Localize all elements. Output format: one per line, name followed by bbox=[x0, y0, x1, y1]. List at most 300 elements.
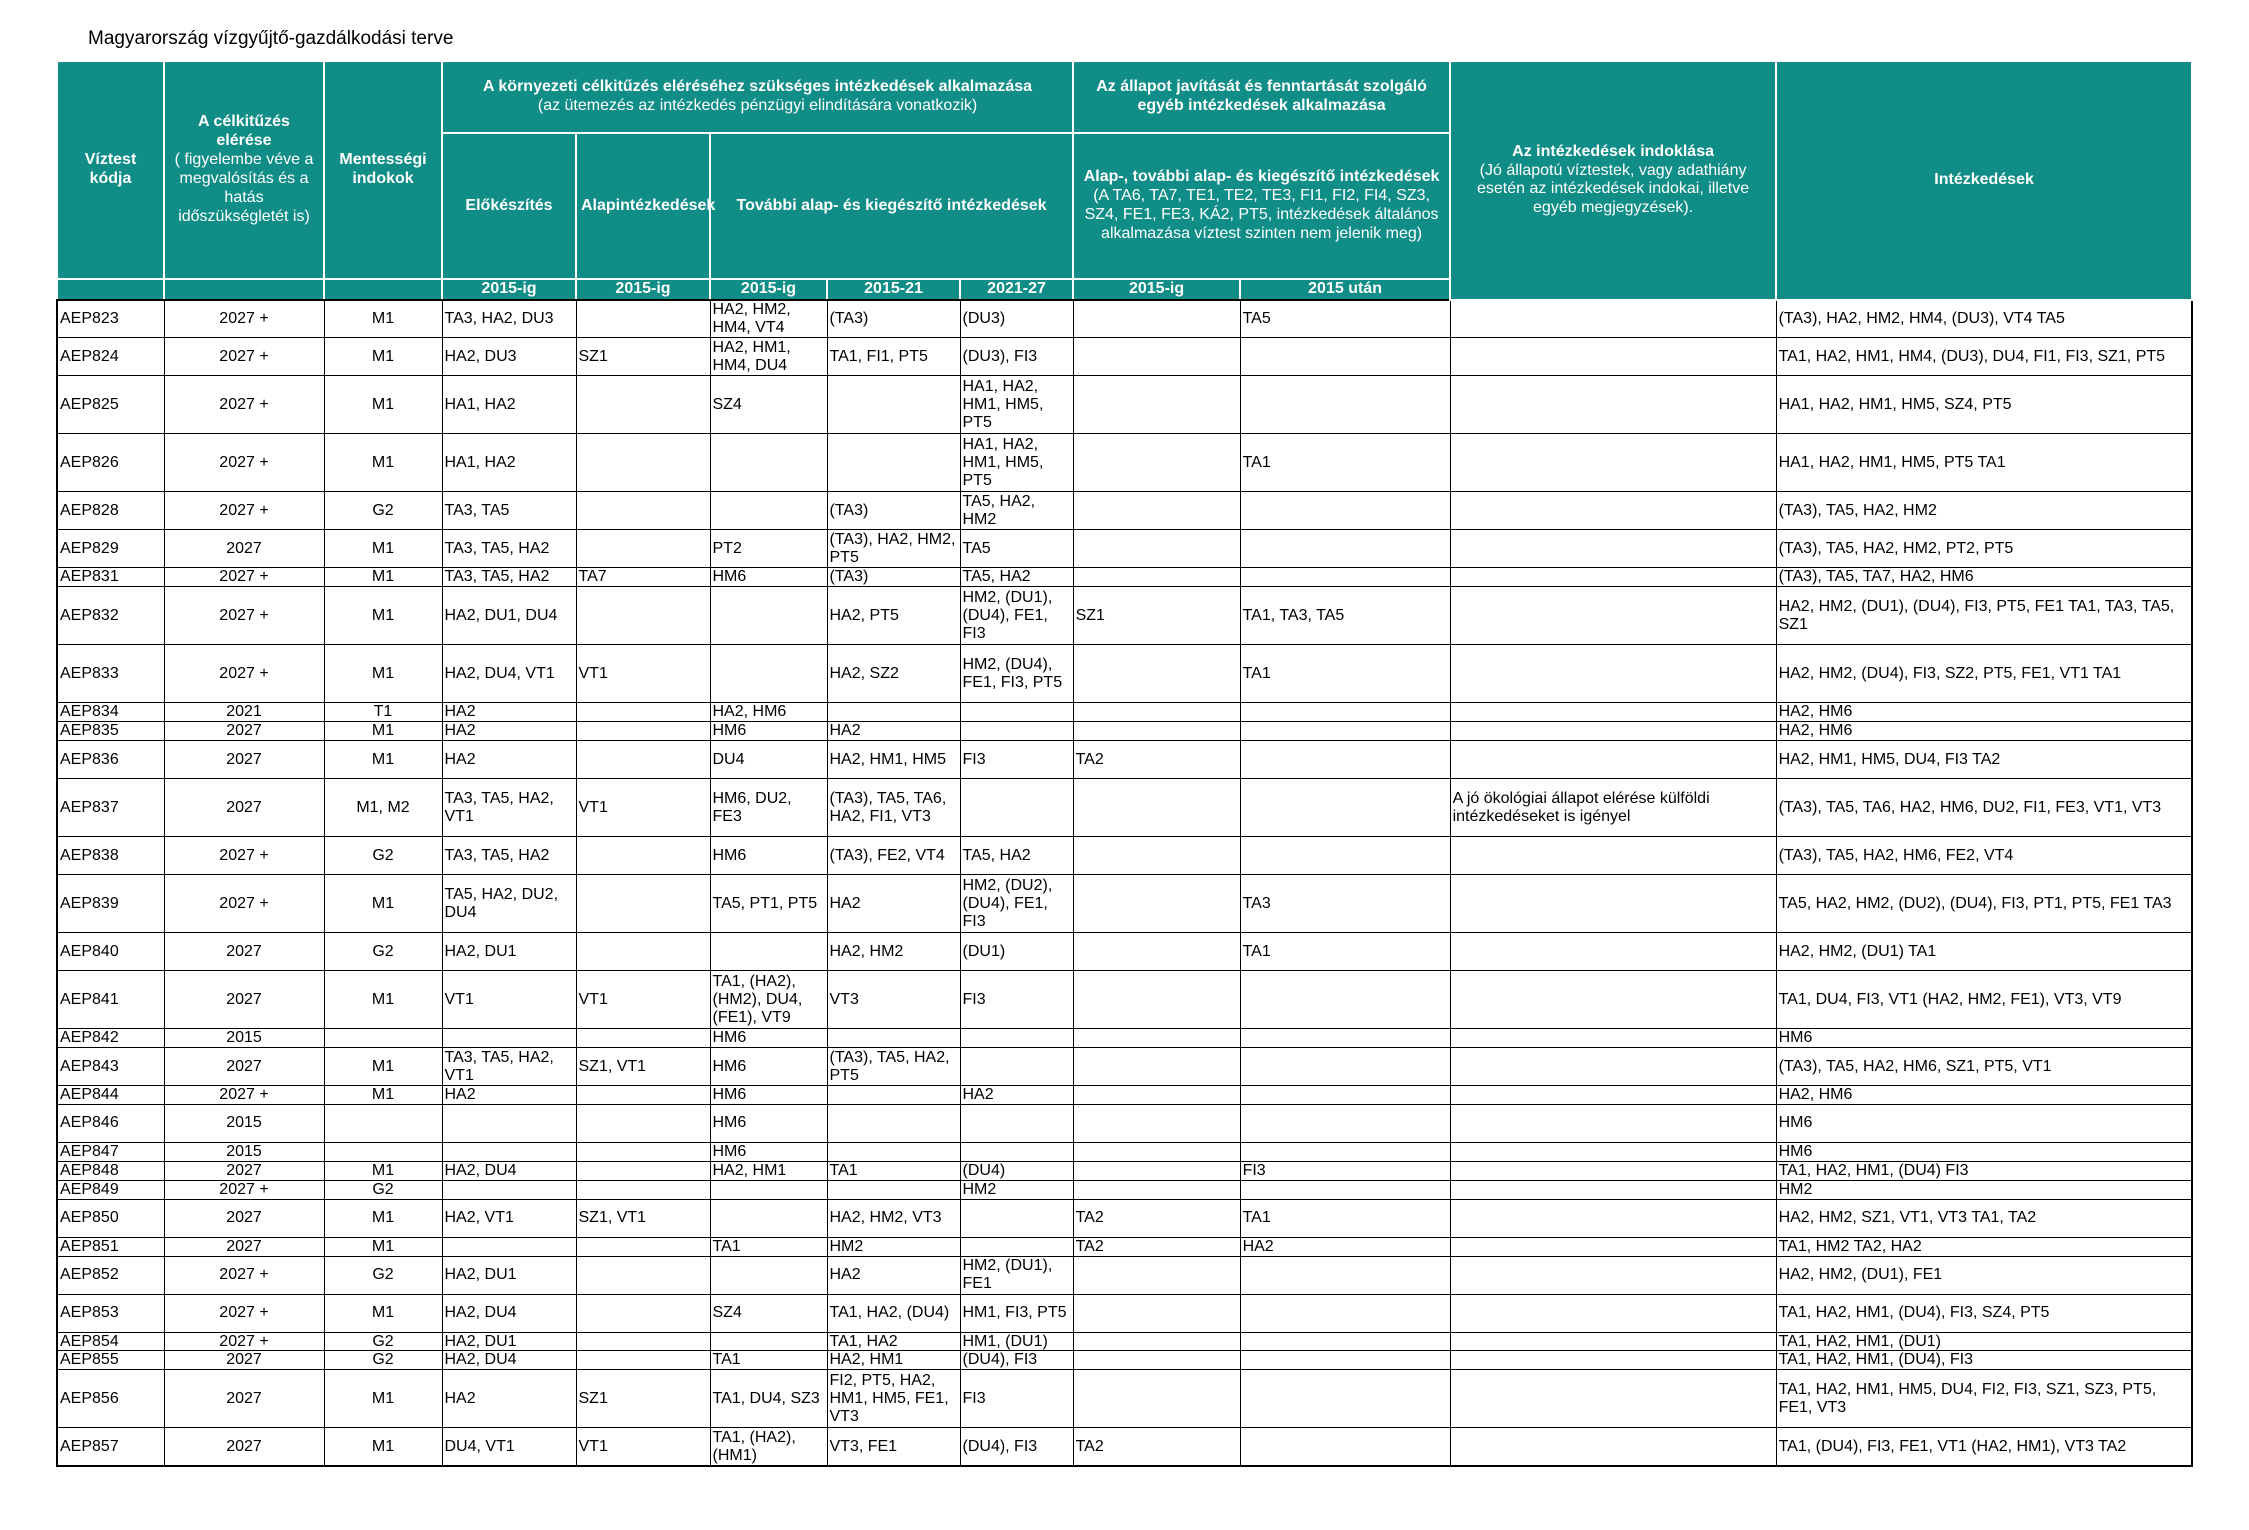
cell-measures: (TA3), TA5, TA7, HA2, HM6 bbox=[1776, 568, 2192, 587]
cell-other-after-2015 bbox=[1240, 837, 1450, 875]
cell-justification bbox=[1450, 933, 1776, 971]
cell-other-after-2015 bbox=[1240, 1351, 1450, 1370]
cell-further-2015: HA2, HM1, HM4, DU4 bbox=[710, 338, 827, 376]
table-row bbox=[57, 1294, 2192, 1332]
cell-further-2021-27: HM1, FI3, PT5 bbox=[960, 1294, 1073, 1332]
cell-justification bbox=[1450, 1351, 1776, 1370]
cell-code: AEP856 bbox=[57, 1370, 164, 1428]
cell-code: AEP844 bbox=[57, 1086, 164, 1105]
cell-justification bbox=[1450, 1294, 1776, 1332]
cell-code: AEP843 bbox=[57, 1048, 164, 1086]
cell-further-2021-27: TA5, HA2 bbox=[960, 568, 1073, 587]
header-prep: Előkészítés bbox=[442, 133, 576, 279]
header-goal bbox=[164, 61, 324, 279]
cell-code: AEP835 bbox=[57, 722, 164, 741]
cell-further-2015-21: (TA3) bbox=[827, 492, 960, 530]
cell-basic bbox=[576, 1351, 710, 1370]
cell-other-after-2015 bbox=[1240, 530, 1450, 568]
cell-other-after-2015 bbox=[1240, 1256, 1450, 1294]
cell-code: AEP855 bbox=[57, 1351, 164, 1370]
cell-further-2015: HM6 bbox=[710, 1086, 827, 1105]
header-other-sub-note: (A TA6, TA7, TE1, TE2, TE3, FI1, FI2, FI4, SZ3, SZ4, FE1, FE3, KÁ2, PT5, intézkedések általános alkalmazása víztest szinten nem jelenik meg) bbox=[1084, 187, 1439, 242]
cell-further-2015 bbox=[710, 1256, 827, 1294]
cell-measures: TA5, HA2, HM2, (DU2), (DU4), FI3, PT1, PT5, FE1 TA3 bbox=[1776, 875, 2192, 933]
cell-exemption bbox=[324, 1142, 442, 1161]
cell-justification bbox=[1450, 587, 1776, 645]
cell-further-2021-27 bbox=[960, 1029, 1073, 1048]
cell-code: AEP847 bbox=[57, 1142, 164, 1161]
table-row bbox=[57, 1370, 2192, 1428]
table-row bbox=[57, 1086, 2192, 1105]
cell-further-2015-21: TA1, FI1, PT5 bbox=[827, 338, 960, 376]
cell-exemption bbox=[324, 1104, 442, 1142]
cell-exemption: M1 bbox=[324, 741, 442, 779]
header-other-sub bbox=[1073, 133, 1450, 279]
cell-other-after-2015 bbox=[1240, 1428, 1450, 1466]
cell-exemption: G2 bbox=[324, 1351, 442, 1370]
table-row bbox=[57, 1332, 2192, 1351]
table-row bbox=[57, 492, 2192, 530]
cell-measures: HA2, HM1, HM5, DU4, FI3 TA2 bbox=[1776, 741, 2192, 779]
table-row bbox=[57, 1237, 2192, 1256]
header-env-group bbox=[442, 61, 1073, 133]
cell-other-after-2015: FI3 bbox=[1240, 1161, 1450, 1180]
cell-basic: VT1 bbox=[576, 779, 710, 837]
cell-goal: 2015 bbox=[164, 1104, 324, 1142]
cell-prep: DU4, VT1 bbox=[442, 1428, 576, 1466]
cell-justification bbox=[1450, 300, 1776, 338]
cell-justification bbox=[1450, 376, 1776, 434]
header-period-goal bbox=[164, 279, 324, 300]
cell-goal: 2027 bbox=[164, 1428, 324, 1466]
cell-further-2015: TA1, DU4, SZ3 bbox=[710, 1370, 827, 1428]
cell-further-2015 bbox=[710, 645, 827, 703]
cell-other-2015 bbox=[1073, 568, 1240, 587]
header-env-group-sub: (az ütemezés az intézkedés pénzügyi elindítására vonatkozik) bbox=[537, 97, 978, 114]
cell-exemption: M1 bbox=[324, 530, 442, 568]
cell-further-2015-21 bbox=[827, 1104, 960, 1142]
cell-justification bbox=[1450, 1256, 1776, 1294]
cell-goal: 2015 bbox=[164, 1029, 324, 1048]
cell-other-2015 bbox=[1073, 779, 1240, 837]
cell-other-after-2015: TA3 bbox=[1240, 875, 1450, 933]
cell-code: AEP825 bbox=[57, 376, 164, 434]
cell-exemption: M1 bbox=[324, 1237, 442, 1256]
cell-further-2015: TA1 bbox=[710, 1237, 827, 1256]
cell-justification bbox=[1450, 1029, 1776, 1048]
table-row bbox=[57, 741, 2192, 779]
cell-other-after-2015: HA2 bbox=[1240, 1237, 1450, 1256]
cell-basic bbox=[576, 1104, 710, 1142]
cell-basic bbox=[576, 1029, 710, 1048]
cell-basic bbox=[576, 1086, 710, 1105]
cell-exemption: M1, M2 bbox=[324, 779, 442, 837]
header-period-code bbox=[57, 279, 164, 300]
cell-further-2015-21: HA2 bbox=[827, 875, 960, 933]
cell-further-2015: HA2, HM2, HM4, VT4 bbox=[710, 300, 827, 338]
cell-other-2015 bbox=[1073, 530, 1240, 568]
cell-further-2015-21: HA2, HM1 bbox=[827, 1351, 960, 1370]
cell-further-2015 bbox=[710, 587, 827, 645]
cell-further-2015-21: TA1, HA2 bbox=[827, 1332, 960, 1351]
cell-further-2015-21 bbox=[827, 1086, 960, 1105]
cell-further-2015: HA2, HM6 bbox=[710, 703, 827, 722]
cell-goal: 2027 + bbox=[164, 1086, 324, 1105]
cell-other-2015: SZ1 bbox=[1073, 587, 1240, 645]
cell-code: AEP834 bbox=[57, 703, 164, 722]
cell-basic bbox=[576, 1237, 710, 1256]
cell-exemption: G2 bbox=[324, 1256, 442, 1294]
cell-further-2021-27: HM2, (DU2), (DU4), FE1, FI3 bbox=[960, 875, 1073, 933]
cell-other-after-2015 bbox=[1240, 376, 1450, 434]
cell-basic bbox=[576, 1161, 710, 1180]
cell-other-after-2015 bbox=[1240, 1029, 1450, 1048]
cell-further-2021-27: HM2, (DU1), (DU4), FE1, FI3 bbox=[960, 587, 1073, 645]
cell-further-2015: HM6 bbox=[710, 1142, 827, 1161]
cell-further-2021-27 bbox=[960, 1048, 1073, 1086]
cell-exemption: M1 bbox=[324, 587, 442, 645]
cell-other-2015 bbox=[1073, 645, 1240, 703]
cell-basic bbox=[576, 1256, 710, 1294]
cell-measures: HA1, HA2, HM1, HM5, PT5 TA1 bbox=[1776, 434, 2192, 492]
cell-justification bbox=[1450, 1161, 1776, 1180]
cell-measures: (TA3), TA5, HA2, HM2, PT2, PT5 bbox=[1776, 530, 2192, 568]
cell-further-2015-21: VT3, FE1 bbox=[827, 1428, 960, 1466]
cell-justification bbox=[1450, 1370, 1776, 1428]
cell-prep: HA2, DU1 bbox=[442, 1256, 576, 1294]
cell-further-2021-27 bbox=[960, 779, 1073, 837]
cell-other-2015 bbox=[1073, 300, 1240, 338]
header-period-other-1: 2015-ig bbox=[1073, 279, 1240, 300]
cell-code: AEP851 bbox=[57, 1237, 164, 1256]
cell-prep: TA3, TA5, HA2, VT1 bbox=[442, 1048, 576, 1086]
cell-further-2015-21: TA1 bbox=[827, 1161, 960, 1180]
cell-further-2015: HM6 bbox=[710, 1048, 827, 1086]
cell-further-2015: HM6 bbox=[710, 1029, 827, 1048]
cell-further-2021-27: HA2 bbox=[960, 1086, 1073, 1105]
cell-prep: HA2, DU4 bbox=[442, 1161, 576, 1180]
cell-justification bbox=[1450, 703, 1776, 722]
cell-basic: VT1 bbox=[576, 971, 710, 1029]
cell-further-2015: SZ4 bbox=[710, 1294, 827, 1332]
document-title: Magyarország vízgyűjtő-gazdálkodási terve bbox=[88, 28, 454, 49]
cell-prep: HA2, DU3 bbox=[442, 338, 576, 376]
cell-further-2015: SZ4 bbox=[710, 376, 827, 434]
table-row bbox=[57, 971, 2192, 1029]
cell-further-2021-27: (DU3), FI3 bbox=[960, 338, 1073, 376]
cell-further-2015: TA1, (HA2), (HM2), DU4, (FE1), VT9 bbox=[710, 971, 827, 1029]
cell-exemption: M1 bbox=[324, 300, 442, 338]
cell-other-2015 bbox=[1073, 971, 1240, 1029]
cell-code: AEP833 bbox=[57, 645, 164, 703]
cell-further-2015-21: HA2 bbox=[827, 1256, 960, 1294]
cell-further-2021-27: HM2, (DU4), FE1, FI3, PT5 bbox=[960, 645, 1073, 703]
cell-prep: HA2, DU1, DU4 bbox=[442, 587, 576, 645]
cell-other-2015 bbox=[1073, 1180, 1240, 1199]
cell-code: AEP846 bbox=[57, 1104, 164, 1142]
header-period-further-1: 2015-ig bbox=[710, 279, 827, 300]
cell-other-2015: TA2 bbox=[1073, 741, 1240, 779]
cell-other-after-2015: TA1 bbox=[1240, 933, 1450, 971]
cell-measures: TA1, DU4, FI3, VT1 (HA2, HM2, FE1), VT3, VT9 bbox=[1776, 971, 2192, 1029]
cell-further-2021-27: HA1, HA2, HM1, HM5, PT5 bbox=[960, 376, 1073, 434]
cell-further-2015-21 bbox=[827, 376, 960, 434]
cell-measures: HA2, HM2, (DU1), FE1 bbox=[1776, 1256, 2192, 1294]
cell-further-2021-27 bbox=[960, 1142, 1073, 1161]
cell-goal: 2027 + bbox=[164, 645, 324, 703]
cell-basic bbox=[576, 1180, 710, 1199]
cell-other-after-2015 bbox=[1240, 568, 1450, 587]
table-row bbox=[57, 300, 2192, 338]
cell-other-2015 bbox=[1073, 1370, 1240, 1428]
cell-further-2021-27 bbox=[960, 1199, 1073, 1237]
cell-further-2015: HM6, DU2, FE3 bbox=[710, 779, 827, 837]
table-row bbox=[57, 1161, 2192, 1180]
cell-prep: HA2 bbox=[442, 1370, 576, 1428]
cell-prep: HA2, DU4, VT1 bbox=[442, 645, 576, 703]
cell-further-2015-21: (TA3), HA2, HM2, PT5 bbox=[827, 530, 960, 568]
cell-further-2015 bbox=[710, 434, 827, 492]
cell-goal: 2027 + bbox=[164, 434, 324, 492]
cell-goal: 2027 + bbox=[164, 1180, 324, 1199]
header-period-further-3: 2021-27 bbox=[960, 279, 1073, 300]
header-other-group: Az állapot javítását és fenntartását szolgáló egyéb intézkedések alkalmazása bbox=[1073, 61, 1450, 133]
cell-prep bbox=[442, 1237, 576, 1256]
cell-goal: 2027 + bbox=[164, 875, 324, 933]
cell-basic bbox=[576, 722, 710, 741]
cell-justification bbox=[1450, 1086, 1776, 1105]
cell-measures: HA2, HM2, SZ1, VT1, VT3 TA1, TA2 bbox=[1776, 1199, 2192, 1237]
cell-basic bbox=[576, 530, 710, 568]
cell-measures: TA1, HA2, HM1, (DU4), FI3, SZ4, PT5 bbox=[1776, 1294, 2192, 1332]
cell-further-2021-27: (DU3) bbox=[960, 300, 1073, 338]
cell-goal: 2027 bbox=[164, 1237, 324, 1256]
cell-justification: A jó ökológiai állapot elérése külföldi intézkedéseket is igényel bbox=[1450, 779, 1776, 837]
table-row bbox=[57, 530, 2192, 568]
table-row bbox=[57, 338, 2192, 376]
cell-other-2015 bbox=[1073, 875, 1240, 933]
cell-further-2021-27: HM2 bbox=[960, 1180, 1073, 1199]
cell-measures: HM6 bbox=[1776, 1029, 2192, 1048]
table-row bbox=[57, 1029, 2192, 1048]
cell-code: AEP839 bbox=[57, 875, 164, 933]
header-period-exemption bbox=[324, 279, 442, 300]
cell-basic bbox=[576, 875, 710, 933]
cell-exemption: G2 bbox=[324, 837, 442, 875]
header-goal-title: A célkitűzés elérése bbox=[198, 113, 290, 150]
cell-other-after-2015: TA1 bbox=[1240, 645, 1450, 703]
cell-code: AEP849 bbox=[57, 1180, 164, 1199]
cell-prep: HA1, HA2 bbox=[442, 434, 576, 492]
cell-measures: HA2, HM2, (DU1), (DU4), FI3, PT5, FE1 TA1, TA3, TA5, SZ1 bbox=[1776, 587, 2192, 645]
cell-further-2015: TA5, PT1, PT5 bbox=[710, 875, 827, 933]
cell-further-2021-27: (DU4), FI3 bbox=[960, 1351, 1073, 1370]
cell-further-2015: TA1, (HA2), (HM1) bbox=[710, 1428, 827, 1466]
cell-prep bbox=[442, 1104, 576, 1142]
cell-basic: SZ1, VT1 bbox=[576, 1048, 710, 1086]
cell-other-after-2015 bbox=[1240, 779, 1450, 837]
cell-prep: HA2 bbox=[442, 741, 576, 779]
cell-other-after-2015: TA1 bbox=[1240, 434, 1450, 492]
cell-basic bbox=[576, 376, 710, 434]
cell-other-2015: TA2 bbox=[1073, 1199, 1240, 1237]
cell-other-after-2015 bbox=[1240, 492, 1450, 530]
cell-justification bbox=[1450, 1332, 1776, 1351]
cell-other-2015 bbox=[1073, 492, 1240, 530]
cell-other-after-2015 bbox=[1240, 1086, 1450, 1105]
cell-other-2015 bbox=[1073, 1256, 1240, 1294]
cell-further-2015: HM6 bbox=[710, 722, 827, 741]
cell-justification bbox=[1450, 434, 1776, 492]
cell-basic bbox=[576, 1332, 710, 1351]
cell-code: AEP838 bbox=[57, 837, 164, 875]
cell-goal: 2021 bbox=[164, 703, 324, 722]
cell-further-2015 bbox=[710, 933, 827, 971]
cell-goal: 2027 + bbox=[164, 1294, 324, 1332]
cell-other-after-2015 bbox=[1240, 1180, 1450, 1199]
cell-further-2021-27: (DU1) bbox=[960, 933, 1073, 971]
cell-other-2015 bbox=[1073, 338, 1240, 376]
cell-measures: TA1, HA2, HM1, (DU4) FI3 bbox=[1776, 1161, 2192, 1180]
cell-further-2021-27: FI3 bbox=[960, 971, 1073, 1029]
cell-measures: HA1, HA2, HM1, HM5, SZ4, PT5 bbox=[1776, 376, 2192, 434]
cell-further-2015-21: VT3 bbox=[827, 971, 960, 1029]
cell-further-2021-27: HM2, (DU1), FE1 bbox=[960, 1256, 1073, 1294]
header-goal-sub: ( figyelembe véve a megvalósítás és a hatás időszükségletét is) bbox=[174, 151, 314, 225]
cell-other-after-2015 bbox=[1240, 338, 1450, 376]
cell-prep: HA2, DU1 bbox=[442, 1332, 576, 1351]
cell-goal: 2027 + bbox=[164, 1332, 324, 1351]
cell-basic: SZ1, VT1 bbox=[576, 1199, 710, 1237]
cell-code: AEP837 bbox=[57, 779, 164, 837]
cell-code: AEP852 bbox=[57, 1256, 164, 1294]
cell-measures: TA1, HA2, HM1, HM4, (DU3), DU4, FI1, FI3, SZ1, PT5 bbox=[1776, 338, 2192, 376]
cell-further-2015-21 bbox=[827, 1029, 960, 1048]
cell-exemption: M1 bbox=[324, 376, 442, 434]
cell-further-2021-27: HM1, (DU1) bbox=[960, 1332, 1073, 1351]
cell-other-after-2015 bbox=[1240, 1294, 1450, 1332]
cell-basic: SZ1 bbox=[576, 1370, 710, 1428]
cell-further-2021-27: (DU4) bbox=[960, 1161, 1073, 1180]
cell-goal: 2027 + bbox=[164, 492, 324, 530]
cell-basic bbox=[576, 703, 710, 722]
table-row bbox=[57, 1142, 2192, 1161]
cell-other-after-2015 bbox=[1240, 1104, 1450, 1142]
cell-prep: TA3, TA5, HA2 bbox=[442, 568, 576, 587]
cell-goal: 2027 bbox=[164, 1161, 324, 1180]
cell-measures: TA1, (DU4), FI3, FE1, VT1 (HA2, HM1), VT3 TA2 bbox=[1776, 1428, 2192, 1466]
cell-code: AEP829 bbox=[57, 530, 164, 568]
cell-measures: (TA3), TA5, HA2, HM6, SZ1, PT5, VT1 bbox=[1776, 1048, 2192, 1086]
cell-measures: TA1, HM2 TA2, HA2 bbox=[1776, 1237, 2192, 1256]
cell-measures: HA2, HM2, (DU1) TA1 bbox=[1776, 933, 2192, 971]
cell-prep: HA2, DU4 bbox=[442, 1351, 576, 1370]
cell-justification bbox=[1450, 722, 1776, 741]
cell-measures: HM6 bbox=[1776, 1142, 2192, 1161]
cell-further-2015: HM6 bbox=[710, 568, 827, 587]
table-row bbox=[57, 1104, 2192, 1142]
cell-measures: HA2, HM2, (DU4), FI3, SZ2, PT5, FE1, VT1 TA1 bbox=[1776, 645, 2192, 703]
cell-further-2015-21 bbox=[827, 1180, 960, 1199]
cell-basic: SZ1 bbox=[576, 338, 710, 376]
cell-prep: HA2 bbox=[442, 722, 576, 741]
cell-justification bbox=[1450, 1180, 1776, 1199]
header-code: Víztest kódja bbox=[57, 61, 164, 279]
cell-other-2015: TA2 bbox=[1073, 1428, 1240, 1466]
cell-exemption: G2 bbox=[324, 492, 442, 530]
header-period-further-2: 2015-21 bbox=[827, 279, 960, 300]
cell-exemption: G2 bbox=[324, 933, 442, 971]
cell-further-2015-21: (TA3), TA5, TA6, HA2, FI1, VT3 bbox=[827, 779, 960, 837]
cell-other-2015 bbox=[1073, 1332, 1240, 1351]
cell-measures: (TA3), TA5, HA2, HM2 bbox=[1776, 492, 2192, 530]
cell-other-2015 bbox=[1073, 703, 1240, 722]
cell-other-2015 bbox=[1073, 1086, 1240, 1105]
table-row bbox=[57, 722, 2192, 741]
table-row bbox=[57, 1351, 2192, 1370]
cell-goal: 2015 bbox=[164, 1142, 324, 1161]
cell-code: AEP832 bbox=[57, 587, 164, 645]
cell-justification bbox=[1450, 1048, 1776, 1086]
cell-basic: VT1 bbox=[576, 645, 710, 703]
cell-prep bbox=[442, 1029, 576, 1048]
cell-further-2015-21: (TA3), TA5, HA2, PT5 bbox=[827, 1048, 960, 1086]
cell-justification bbox=[1450, 338, 1776, 376]
cell-further-2015-21 bbox=[827, 434, 960, 492]
cell-further-2015-21: HA2, PT5 bbox=[827, 587, 960, 645]
cell-exemption: M1 bbox=[324, 1428, 442, 1466]
cell-further-2015 bbox=[710, 492, 827, 530]
cell-exemption: M1 bbox=[324, 1048, 442, 1086]
cell-prep: TA3, TA5, HA2, VT1 bbox=[442, 779, 576, 837]
cell-exemption: M1 bbox=[324, 1370, 442, 1428]
cell-basic bbox=[576, 741, 710, 779]
cell-exemption: M1 bbox=[324, 1294, 442, 1332]
cell-basic: VT1 bbox=[576, 1428, 710, 1466]
cell-prep bbox=[442, 1180, 576, 1199]
cell-further-2015: HA2, HM1 bbox=[710, 1161, 827, 1180]
cell-other-2015: TA2 bbox=[1073, 1237, 1240, 1256]
cell-measures: HM2 bbox=[1776, 1180, 2192, 1199]
cell-further-2015-21: (TA3) bbox=[827, 568, 960, 587]
cell-other-after-2015 bbox=[1240, 1332, 1450, 1351]
cell-basic bbox=[576, 434, 710, 492]
cell-justification bbox=[1450, 837, 1776, 875]
cell-other-after-2015: TA1, TA3, TA5 bbox=[1240, 587, 1450, 645]
cell-further-2015 bbox=[710, 1180, 827, 1199]
cell-other-2015 bbox=[1073, 434, 1240, 492]
cell-further-2015-21: HM2 bbox=[827, 1237, 960, 1256]
cell-measures: TA1, HA2, HM1, (DU1) bbox=[1776, 1332, 2192, 1351]
table-row bbox=[57, 645, 2192, 703]
cell-other-after-2015: TA5 bbox=[1240, 300, 1450, 338]
cell-goal: 2027 bbox=[164, 971, 324, 1029]
cell-goal: 2027 + bbox=[164, 568, 324, 587]
cell-further-2021-27: HA1, HA2, HM1, HM5, PT5 bbox=[960, 434, 1073, 492]
cell-other-2015 bbox=[1073, 722, 1240, 741]
cell-prep: HA1, HA2 bbox=[442, 376, 576, 434]
cell-measures: HM6 bbox=[1776, 1104, 2192, 1142]
table-row bbox=[57, 376, 2192, 434]
cell-other-after-2015 bbox=[1240, 1370, 1450, 1428]
header-period-other-2: 2015 után bbox=[1240, 279, 1450, 300]
cell-other-after-2015 bbox=[1240, 971, 1450, 1029]
cell-other-2015 bbox=[1073, 1142, 1240, 1161]
header-justification-title: Az intézkedések indoklása bbox=[1512, 142, 1714, 160]
cell-justification bbox=[1450, 741, 1776, 779]
cell-other-after-2015 bbox=[1240, 1142, 1450, 1161]
cell-measures: (TA3), TA5, TA6, HA2, HM6, DU2, FI1, FE3, VT1, VT3 bbox=[1776, 779, 2192, 837]
